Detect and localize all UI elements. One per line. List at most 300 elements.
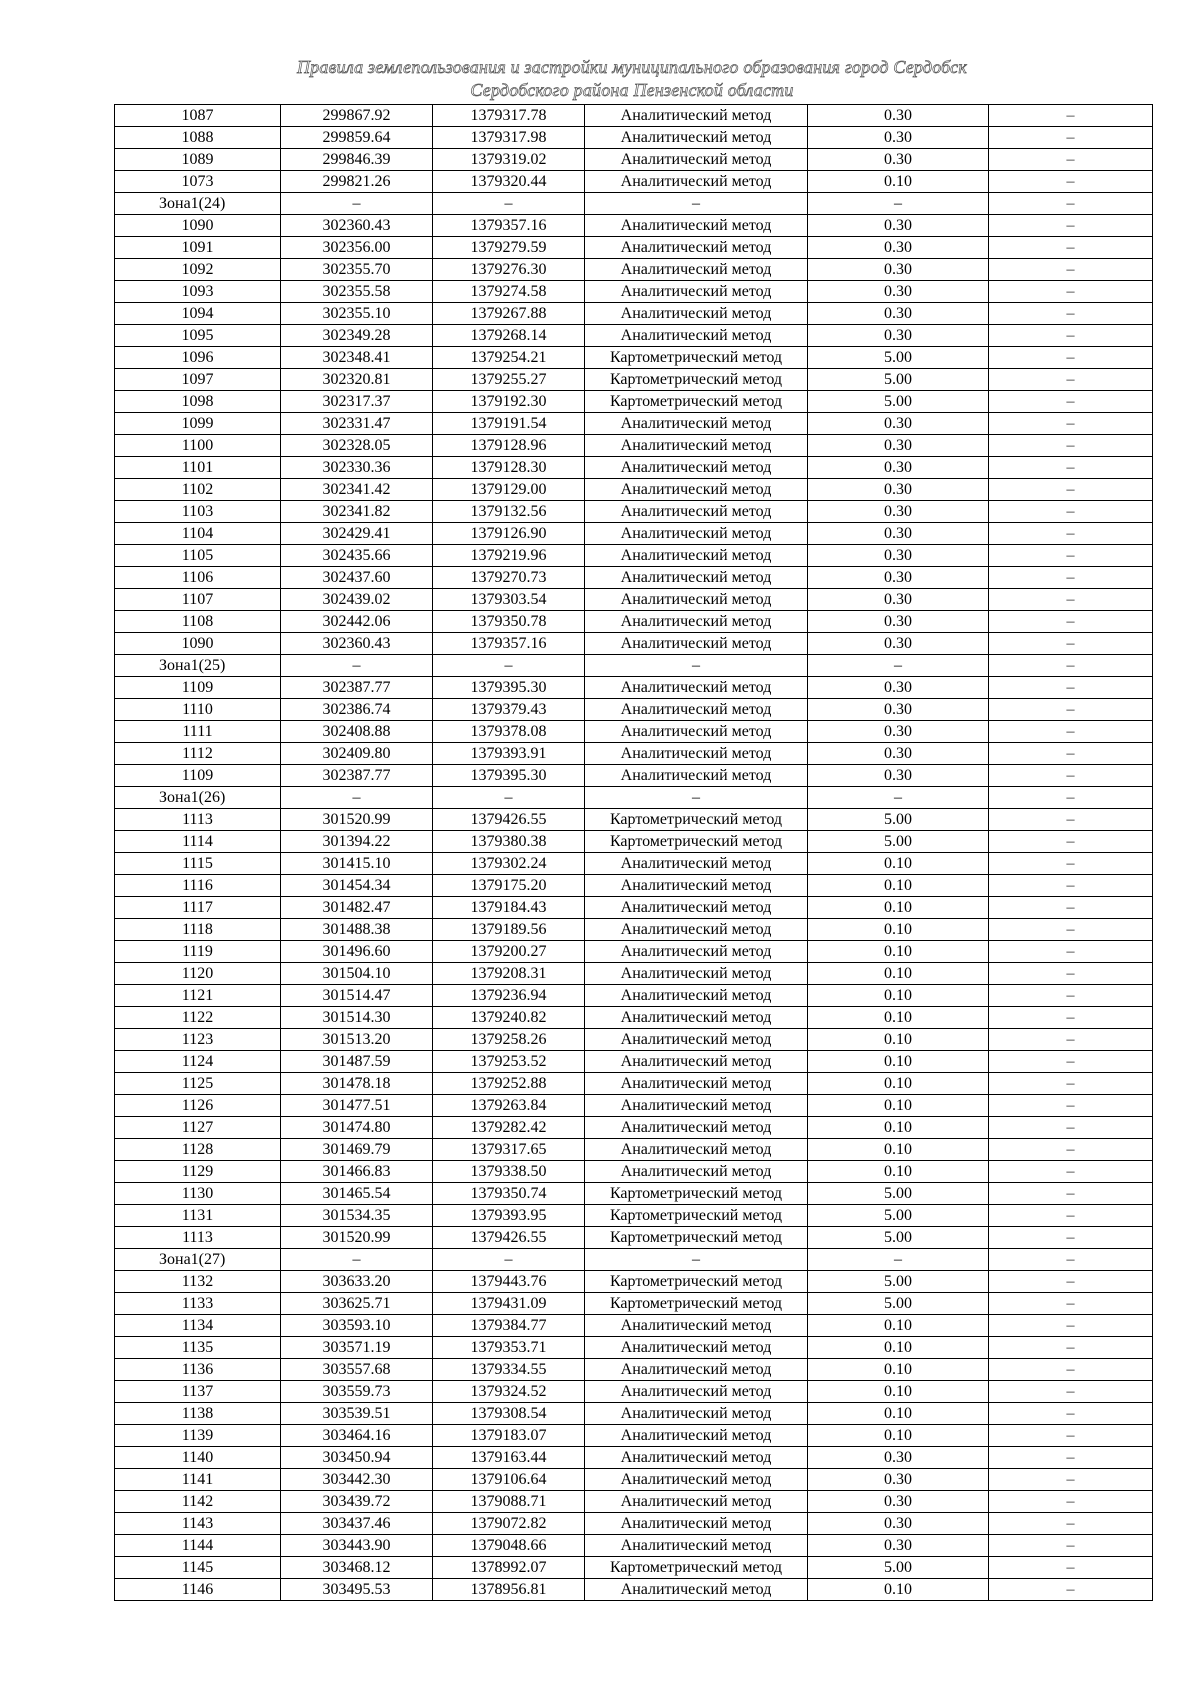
point-number-cell: 1130 (115, 1183, 281, 1205)
y-coordinate-cell: 1379319.02 (433, 149, 585, 171)
y-coordinate-cell: 1379254.21 (433, 347, 585, 369)
description-cell: – (989, 545, 1153, 567)
y-coordinate-cell: 1379320.44 (433, 171, 585, 193)
method-cell: Аналитический метод (585, 919, 808, 941)
y-coordinate-cell: 1379393.91 (433, 743, 585, 765)
method-cell: Аналитический метод (585, 1381, 808, 1403)
x-coordinate-cell: 303450.94 (281, 1447, 433, 1469)
accuracy-cell: 0.30 (808, 545, 989, 567)
method-cell: – (585, 193, 808, 215)
x-coordinate-cell: 303468.12 (281, 1557, 433, 1579)
method-cell: Аналитический метод (585, 523, 808, 545)
accuracy-cell: 0.30 (808, 677, 989, 699)
description-cell: – (989, 215, 1153, 237)
method-cell: Аналитический метод (585, 743, 808, 765)
method-cell: Аналитический метод (585, 853, 808, 875)
table-row (115, 699, 1153, 721)
accuracy-cell: 0.30 (808, 765, 989, 787)
x-coordinate-cell: 301466.83 (281, 1161, 433, 1183)
x-coordinate-cell: 302429.41 (281, 523, 433, 545)
point-number-cell: 1097 (115, 369, 281, 391)
x-coordinate-cell: 302439.02 (281, 589, 433, 611)
accuracy-cell: – (808, 1249, 989, 1271)
y-coordinate-cell: 1379072.82 (433, 1513, 585, 1535)
accuracy-cell: 0.30 (808, 281, 989, 303)
accuracy-cell: 0.10 (808, 1425, 989, 1447)
x-coordinate-cell: 301514.47 (281, 985, 433, 1007)
description-cell: – (989, 1227, 1153, 1249)
method-cell: Аналитический метод (585, 567, 808, 589)
method-cell: Аналитический метод (585, 721, 808, 743)
method-cell: Аналитический метод (585, 1359, 808, 1381)
point-number-cell: 1140 (115, 1447, 281, 1469)
x-coordinate-cell: 302348.41 (281, 347, 433, 369)
y-coordinate-cell: – (433, 787, 585, 809)
description-cell: – (989, 479, 1153, 501)
description-cell: – (989, 1117, 1153, 1139)
description-cell: – (989, 963, 1153, 985)
y-coordinate-cell: 1379183.07 (433, 1425, 585, 1447)
table-row (115, 259, 1153, 281)
point-number-cell: 1092 (115, 259, 281, 281)
point-number-cell: 1093 (115, 281, 281, 303)
accuracy-cell: 5.00 (808, 831, 989, 853)
y-coordinate-cell: 1379308.54 (433, 1403, 585, 1425)
method-cell: Аналитический метод (585, 171, 808, 193)
y-coordinate-cell: 1379443.76 (433, 1271, 585, 1293)
accuracy-cell: 0.30 (808, 501, 989, 523)
x-coordinate-cell: 302349.28 (281, 325, 433, 347)
y-coordinate-cell: 1379317.78 (433, 105, 585, 127)
method-cell: Аналитический метод (585, 1425, 808, 1447)
point-number-cell: 1123 (115, 1029, 281, 1051)
y-coordinate-cell: – (433, 1249, 585, 1271)
x-coordinate-cell: 301478.18 (281, 1073, 433, 1095)
method-cell: Аналитический метод (585, 281, 808, 303)
x-coordinate-cell: 301482.47 (281, 897, 433, 919)
table-row (115, 1469, 1153, 1491)
method-cell: Аналитический метод (585, 413, 808, 435)
point-number-cell: 1110 (115, 699, 281, 721)
y-coordinate-cell: 1379132.56 (433, 501, 585, 523)
method-cell: Аналитический метод (585, 1315, 808, 1337)
x-coordinate-cell: 302437.60 (281, 567, 433, 589)
method-cell: Аналитический метод (585, 215, 808, 237)
accuracy-cell: 0.30 (808, 127, 989, 149)
y-coordinate-cell: 1378956.81 (433, 1579, 585, 1601)
accuracy-cell: 0.30 (808, 259, 989, 281)
y-coordinate-cell: 1379357.16 (433, 215, 585, 237)
point-number-cell: 1113 (115, 809, 281, 831)
table-row (115, 1447, 1153, 1469)
y-coordinate-cell: 1379303.54 (433, 589, 585, 611)
point-number-cell: 1095 (115, 325, 281, 347)
y-coordinate-cell: 1379219.96 (433, 545, 585, 567)
x-coordinate-cell: 301474.80 (281, 1117, 433, 1139)
description-cell: – (989, 1249, 1153, 1271)
x-coordinate-cell: 301520.99 (281, 809, 433, 831)
x-coordinate-cell: 302360.43 (281, 215, 433, 237)
y-coordinate-cell: 1379379.43 (433, 699, 585, 721)
table-row (115, 435, 1153, 457)
method-cell: Аналитический метод (585, 765, 808, 787)
point-number-cell: 1089 (115, 149, 281, 171)
description-cell: – (989, 1183, 1153, 1205)
table-row (115, 457, 1153, 479)
accuracy-cell: 0.30 (808, 413, 989, 435)
table-row (115, 765, 1153, 787)
y-coordinate-cell: 1379384.77 (433, 1315, 585, 1337)
accuracy-cell: 5.00 (808, 1183, 989, 1205)
accuracy-cell: 0.10 (808, 1359, 989, 1381)
method-cell: Аналитический метод (585, 1337, 808, 1359)
accuracy-cell: 0.30 (808, 237, 989, 259)
method-cell: Картометрический метод (585, 1183, 808, 1205)
method-cell: Аналитический метод (585, 1029, 808, 1051)
x-coordinate-cell: 301496.60 (281, 941, 433, 963)
accuracy-cell: 0.30 (808, 699, 989, 721)
y-coordinate-cell: 1379240.82 (433, 1007, 585, 1029)
description-cell: – (989, 941, 1153, 963)
accuracy-cell: 0.10 (808, 1095, 989, 1117)
method-cell: – (585, 787, 808, 809)
description-cell: – (989, 435, 1153, 457)
method-cell: Картометрический метод (585, 391, 808, 413)
x-coordinate-cell: 301513.20 (281, 1029, 433, 1051)
description-cell: – (989, 875, 1153, 897)
method-cell: Аналитический метод (585, 1447, 808, 1469)
table-row (115, 237, 1153, 259)
accuracy-cell: 0.10 (808, 1579, 989, 1601)
y-coordinate-cell: 1379353.71 (433, 1337, 585, 1359)
point-number-cell: 1087 (115, 105, 281, 127)
description-cell: – (989, 1447, 1153, 1469)
table-row (115, 1403, 1153, 1425)
method-cell: Аналитический метод (585, 1073, 808, 1095)
description-cell: – (989, 369, 1153, 391)
table-row (115, 677, 1153, 699)
y-coordinate-cell: 1379128.96 (433, 435, 585, 457)
point-number-cell: 1102 (115, 479, 281, 501)
x-coordinate-cell: 302355.58 (281, 281, 433, 303)
description-cell: – (989, 127, 1153, 149)
x-coordinate-cell: 299867.92 (281, 105, 433, 127)
accuracy-cell: 0.10 (808, 1073, 989, 1095)
table-row (115, 1095, 1153, 1117)
description-cell: – (989, 633, 1153, 655)
y-coordinate-cell: 1379106.64 (433, 1469, 585, 1491)
x-coordinate-cell: 301514.30 (281, 1007, 433, 1029)
x-coordinate-cell: 301394.22 (281, 831, 433, 853)
method-cell: Аналитический метод (585, 941, 808, 963)
description-cell: – (989, 1293, 1153, 1315)
table-row (115, 1073, 1153, 1095)
description-cell: – (989, 831, 1153, 853)
accuracy-cell: 0.10 (808, 1139, 989, 1161)
accuracy-cell: 0.10 (808, 1315, 989, 1337)
y-coordinate-cell: 1379267.88 (433, 303, 585, 325)
description-cell: – (989, 149, 1153, 171)
point-number-cell: 1094 (115, 303, 281, 325)
x-coordinate-cell: 302331.47 (281, 413, 433, 435)
accuracy-cell: – (808, 787, 989, 809)
description-cell: – (989, 567, 1153, 589)
table-row (115, 1007, 1153, 1029)
x-coordinate-cell: 299821.26 (281, 171, 433, 193)
method-cell: Аналитический метод (585, 897, 808, 919)
method-cell: Картометрический метод (585, 1227, 808, 1249)
accuracy-cell: 0.30 (808, 435, 989, 457)
zone-header-row (115, 193, 1153, 215)
x-coordinate-cell: – (281, 1249, 433, 1271)
table-row (115, 743, 1153, 765)
description-cell: – (989, 721, 1153, 743)
table-row (115, 1117, 1153, 1139)
x-coordinate-cell: 301488.38 (281, 919, 433, 941)
table-row (115, 347, 1153, 369)
x-coordinate-cell: 299859.64 (281, 127, 433, 149)
point-number-cell: 1139 (115, 1425, 281, 1447)
point-number-cell: 1113 (115, 1227, 281, 1249)
method-cell: Аналитический метод (585, 963, 808, 985)
point-number-cell: 1133 (115, 1293, 281, 1315)
y-coordinate-cell: 1379175.20 (433, 875, 585, 897)
point-number-cell: 1115 (115, 853, 281, 875)
y-coordinate-cell: 1379255.27 (433, 369, 585, 391)
description-cell: – (989, 743, 1153, 765)
point-number-cell: 1100 (115, 435, 281, 457)
table-row (115, 479, 1153, 501)
table-row (115, 963, 1153, 985)
point-number-cell: 1135 (115, 1337, 281, 1359)
x-coordinate-cell: 301469.79 (281, 1139, 433, 1161)
table-row (115, 1205, 1153, 1227)
point-number-cell: 1112 (115, 743, 281, 765)
method-cell: Аналитический метод (585, 875, 808, 897)
point-number-cell: Зона1(24) (115, 193, 281, 215)
description-cell: – (989, 325, 1153, 347)
method-cell: – (585, 1249, 808, 1271)
description-cell: – (989, 501, 1153, 523)
x-coordinate-cell: – (281, 787, 433, 809)
point-number-cell: 1118 (115, 919, 281, 941)
accuracy-cell: 0.10 (808, 1403, 989, 1425)
accuracy-cell: 0.10 (808, 1051, 989, 1073)
description-cell: – (989, 655, 1153, 677)
point-number-cell: 1073 (115, 171, 281, 193)
accuracy-cell: 0.30 (808, 633, 989, 655)
y-coordinate-cell: 1379088.71 (433, 1491, 585, 1513)
description-cell: – (989, 787, 1153, 809)
x-coordinate-cell: 301534.35 (281, 1205, 433, 1227)
y-coordinate-cell: – (433, 655, 585, 677)
table-row (115, 1579, 1153, 1601)
zone-header-row (115, 655, 1153, 677)
accuracy-cell: 0.10 (808, 985, 989, 1007)
y-coordinate-cell: 1379192.30 (433, 391, 585, 413)
table-row (115, 1535, 1153, 1557)
description-cell: – (989, 1029, 1153, 1051)
table-row (115, 391, 1153, 413)
description-cell: – (989, 1557, 1153, 1579)
point-number-cell: 1088 (115, 127, 281, 149)
point-number-cell: 1107 (115, 589, 281, 611)
table-row (115, 1051, 1153, 1073)
table-row (115, 325, 1153, 347)
point-number-cell: 1109 (115, 677, 281, 699)
table-row (115, 413, 1153, 435)
y-coordinate-cell: 1379395.30 (433, 765, 585, 787)
table-row (115, 1271, 1153, 1293)
x-coordinate-cell: 302317.37 (281, 391, 433, 413)
y-coordinate-cell: 1379317.98 (433, 127, 585, 149)
description-cell: – (989, 699, 1153, 721)
accuracy-cell: 0.10 (808, 1117, 989, 1139)
description-cell: – (989, 391, 1153, 413)
accuracy-cell: 5.00 (808, 1227, 989, 1249)
table-row (115, 809, 1153, 831)
description-cell: – (989, 347, 1153, 369)
x-coordinate-cell: 302330.36 (281, 457, 433, 479)
point-number-cell: 1131 (115, 1205, 281, 1227)
accuracy-cell: 0.30 (808, 1513, 989, 1535)
x-coordinate-cell: 301477.51 (281, 1095, 433, 1117)
y-coordinate-cell: 1379126.90 (433, 523, 585, 545)
table-row (115, 721, 1153, 743)
x-coordinate-cell: 303571.19 (281, 1337, 433, 1359)
table-row (115, 1227, 1153, 1249)
description-cell: – (989, 1403, 1153, 1425)
accuracy-cell: 0.30 (808, 743, 989, 765)
point-number-cell: 1128 (115, 1139, 281, 1161)
table-row (115, 1161, 1153, 1183)
x-coordinate-cell: 302387.77 (281, 677, 433, 699)
page-header (114, 56, 1150, 102)
x-coordinate-cell: 301504.10 (281, 963, 433, 985)
description-cell: – (989, 853, 1153, 875)
description-cell: – (989, 1007, 1153, 1029)
method-cell: Аналитический метод (585, 237, 808, 259)
description-cell: – (989, 1315, 1153, 1337)
method-cell: Аналитический метод (585, 611, 808, 633)
method-cell: Картометрический метод (585, 1205, 808, 1227)
y-coordinate-cell: 1379276.30 (433, 259, 585, 281)
point-number-cell: 1098 (115, 391, 281, 413)
table-row (115, 831, 1153, 853)
method-cell: Аналитический метод (585, 149, 808, 171)
y-coordinate-cell: 1379274.58 (433, 281, 585, 303)
x-coordinate-cell: 302409.80 (281, 743, 433, 765)
x-coordinate-cell: 302328.05 (281, 435, 433, 457)
method-cell: – (585, 655, 808, 677)
method-cell: Аналитический метод (585, 1161, 808, 1183)
point-number-cell: 1109 (115, 765, 281, 787)
accuracy-cell: 5.00 (808, 369, 989, 391)
method-cell: Аналитический метод (585, 1513, 808, 1535)
point-number-cell: 1091 (115, 237, 281, 259)
coordinates-table-body (115, 105, 1153, 1601)
table-row (115, 853, 1153, 875)
table-row (115, 1557, 1153, 1579)
method-cell: Аналитический метод (585, 1139, 808, 1161)
point-number-cell: 1108 (115, 611, 281, 633)
point-number-cell: 1121 (115, 985, 281, 1007)
description-cell: – (989, 809, 1153, 831)
description-cell: – (989, 1073, 1153, 1095)
y-coordinate-cell: 1379200.27 (433, 941, 585, 963)
y-coordinate-cell: 1379252.88 (433, 1073, 585, 1095)
method-cell: Картометрический метод (585, 1557, 808, 1579)
accuracy-cell: 0.30 (808, 105, 989, 127)
point-number-cell: 1136 (115, 1359, 281, 1381)
accuracy-cell: 0.30 (808, 479, 989, 501)
method-cell: Аналитический метод (585, 325, 808, 347)
x-coordinate-cell: 303464.16 (281, 1425, 433, 1447)
y-coordinate-cell: 1379426.55 (433, 1227, 585, 1249)
accuracy-cell: 5.00 (808, 347, 989, 369)
y-coordinate-cell: 1379163.44 (433, 1447, 585, 1469)
accuracy-cell: 5.00 (808, 391, 989, 413)
method-cell: Аналитический метод (585, 457, 808, 479)
accuracy-cell: 0.10 (808, 875, 989, 897)
accuracy-cell: 0.10 (808, 941, 989, 963)
method-cell: Аналитический метод (585, 1469, 808, 1491)
point-number-cell: 1099 (115, 413, 281, 435)
x-coordinate-cell: 302408.88 (281, 721, 433, 743)
description-cell: – (989, 237, 1153, 259)
description-cell: – (989, 105, 1153, 127)
description-cell: – (989, 171, 1153, 193)
point-number-cell: 1101 (115, 457, 281, 479)
point-number-cell: Зона1(27) (115, 1249, 281, 1271)
description-cell: – (989, 589, 1153, 611)
table-row (115, 611, 1153, 633)
point-number-cell: 1124 (115, 1051, 281, 1073)
table-row (115, 1183, 1153, 1205)
y-coordinate-cell: 1379282.42 (433, 1117, 585, 1139)
zone-header-row (115, 1249, 1153, 1271)
description-cell: – (989, 1271, 1153, 1293)
description-cell: – (989, 281, 1153, 303)
method-cell: Аналитический метод (585, 435, 808, 457)
table-row (115, 105, 1153, 127)
accuracy-cell: 0.10 (808, 1161, 989, 1183)
method-cell: Аналитический метод (585, 105, 808, 127)
zone-header-row (115, 787, 1153, 809)
table-row (115, 1381, 1153, 1403)
method-cell: Аналитический метод (585, 259, 808, 281)
y-coordinate-cell: 1379357.16 (433, 633, 585, 655)
accuracy-cell: 0.30 (808, 1491, 989, 1513)
accuracy-cell: 0.10 (808, 897, 989, 919)
table-row (115, 1029, 1153, 1051)
x-coordinate-cell: 302387.77 (281, 765, 433, 787)
description-cell: – (989, 1381, 1153, 1403)
method-cell: Аналитический метод (585, 127, 808, 149)
table-row (115, 633, 1153, 655)
x-coordinate-cell: 299846.39 (281, 149, 433, 171)
description-cell: – (989, 897, 1153, 919)
y-coordinate-cell: 1379270.73 (433, 567, 585, 589)
accuracy-cell: 0.30 (808, 325, 989, 347)
x-coordinate-cell: 303442.30 (281, 1469, 433, 1491)
table-row (115, 1315, 1153, 1337)
table-row (115, 919, 1153, 941)
y-coordinate-cell: 1379302.24 (433, 853, 585, 875)
method-cell: Аналитический метод (585, 699, 808, 721)
coordinates-table (114, 104, 1153, 1601)
table-row (115, 303, 1153, 325)
